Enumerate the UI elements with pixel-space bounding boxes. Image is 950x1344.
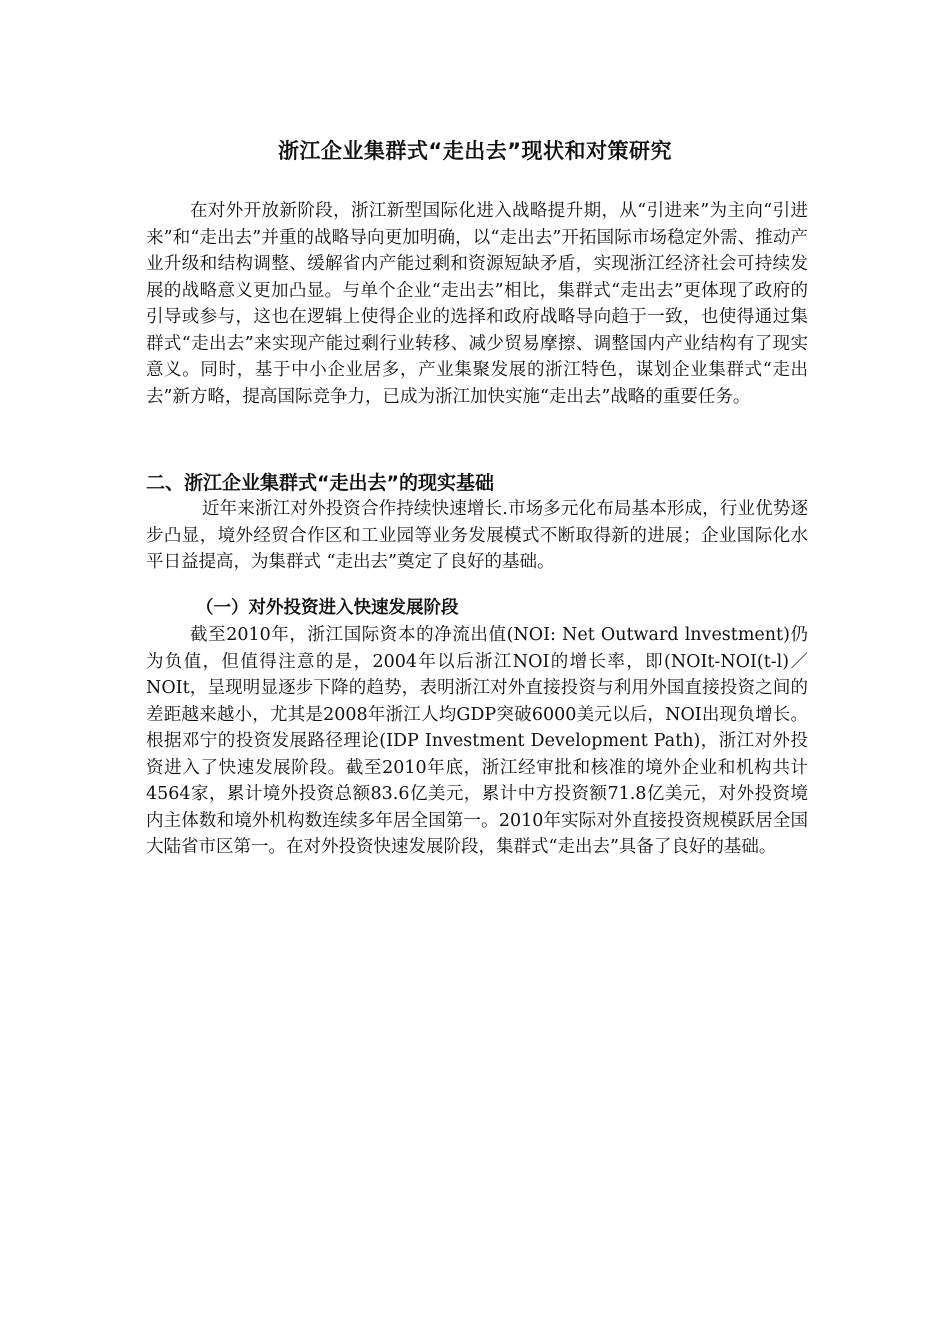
subsection-paragraph: 截至2010年，浙江国际资本的净流出值(NOI: Net Outward lnvestment)仍为负值，但值得注意的是，2004年以后浙江NOI的增长率，即(NOIt-NOI(t-l)／NOIt，呈现明显逐步下降的趋势，表明浙江对外直接投资与利用外国直接投资之间的差距越来越小，尤其是2008年浙江人均GDP突破6000美元以后，NOI出现负增长。根据邓宁的投资发展路径理论(IDP Investment Development Path)，浙江对外投资进入了快速发展阶段。截至2010年底，浙江经审批和核准的境外企业和机构共计4564家，累计境外投资总额83.6亿美元，累计中方投资额71.8亿美元，对外投资境内主体数和境外机构数连续多年居全国第一。2010年实际对外直接投资规模跃居全国大陆省市区第一。在对外投资快速发展阶段，集群式“走出去”具备了良好的基础。	[146, 625, 808, 857]
subsection-heading: （一）对外投资进入快速发展阶段	[196, 598, 459, 618]
section-heading: 二、浙江企业集群式“走出去”的现实基础	[146, 472, 494, 494]
document-title: 浙江企业集群式“走出去”现状和对策研究	[277, 139, 673, 163]
section-paragraph: 近年来浙江对外投资合作持续快速增长.市场多元化布局基本形成，行业优势逐步凸显，境外经贸合作区和工业园等业务发展模式不断取得新的进展；企业国际化水平日益提高，为集群式 “走出去”奠定了良好的基础。	[146, 499, 808, 572]
intro-paragraph: 在对外开放新阶段，浙江新型国际化进入战略提升期，从“引进来”为主向“引进来”和“走出去”并重的战略导向更加明确，以“走出去”开拓国际市场稳定外需、推动产业升级和结构调整、缓解省内产能过剩和资源短缺矛盾，实现浙江经济社会可持续发展的战略意义更加凸显。与单个企业“走出去”相比，集群式“走出去”更体现了政府的引导或参与，这也在逻辑上使得企业的选择和政府战略导向趋于一致，也使得通过集群式“走出去”来实现产能过剩行业转移、减少贸易摩擦、调整国内产业结构有了现实意义。同时，基于中小企业居多，产业集聚发展的浙江特色，谋划企业集群式“走出去”新方略，提高国际竞争力，已成为浙江加快实施“走出去”战略的重要任务。	[146, 201, 808, 407]
